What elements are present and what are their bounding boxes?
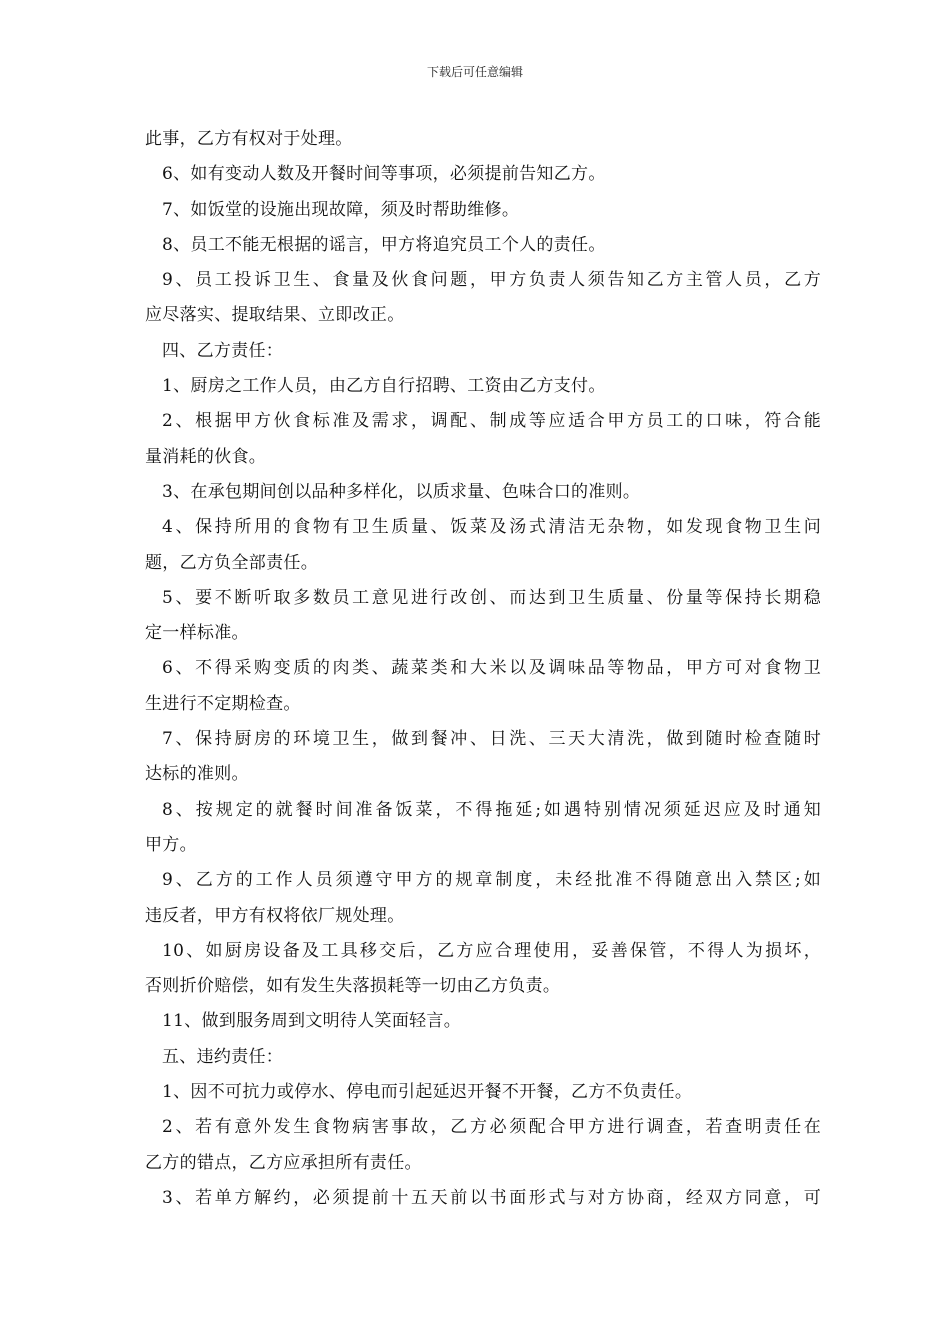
- text-line: 6、不得采购变质的肉类、蔬菜类和大米以及调味品等物品，甲方可对食物卫: [162, 658, 821, 679]
- text-line: 5、要不断听取多数员工意见进行改创、而达到卫生质量、份量等保持长期稳: [162, 587, 821, 608]
- text-line: 8、按规定的就餐时间准备饭菜，不得拖延;如遇特别情况须延迟应及时通知: [162, 799, 821, 820]
- text-line: 2、若有意外发生食物病害事故，乙方必须配合甲方进行调查，若查明责任在: [162, 1117, 821, 1138]
- text-line: 违反者，甲方有权将依厂规处理。: [145, 905, 405, 926]
- text-line: 11、做到服务周到文明待人笑面轻言。: [162, 1011, 462, 1032]
- text-line: 7、保持厨房的环境卫生，做到餐冲、日洗、三天大清洗，做到随时检查随时: [162, 729, 821, 750]
- text-line: 8、员工不能无根据的谣言，甲方将追究员工个人的责任。: [162, 234, 606, 255]
- text-line: 3、在承包期间创以品种多样化，以质求量、色味合口的准则。: [162, 481, 641, 502]
- text-line: 10、如厨房设备及工具移交后，乙方应合理使用，妥善保管，不得人为损坏，: [162, 940, 821, 961]
- text-line: 此事，乙方有权对于处理。: [145, 129, 353, 149]
- text-line: 9、员工投诉卫生、食量及伙食问题，甲方负责人须告知乙方主管人员，乙方: [162, 270, 821, 291]
- text-line: 甲方。: [145, 834, 197, 855]
- page-header: 下载后可任意编辑: [426, 65, 523, 79]
- text-line: 否则折价赔偿，如有发生失落损耗等一切由乙方负责。: [145, 976, 561, 997]
- text-line: 9、乙方的工作人员须遵守甲方的规章制度，未经批准不得随意出入禁区;如: [162, 870, 821, 891]
- text-line: 乙方的错点，乙方应承担所有责任。: [145, 1152, 422, 1173]
- text-line: 4、保持所用的食物有卫生质量、饭菜及汤式清洁无杂物，如发现食物卫生问: [162, 517, 821, 538]
- text-line: 6、如有变动人数及开餐时间等事项，必须提前告知乙方。: [162, 164, 606, 185]
- section-heading: 五、违约责任：: [162, 1046, 284, 1067]
- document-body: [145, 122, 821, 1216]
- section-heading: 四、乙方责任：: [162, 340, 284, 361]
- text-line: 1、厨房之工作人员，由乙方自行招聘、工资由乙方支付。: [162, 376, 606, 397]
- text-line: 定一样标准。: [145, 623, 249, 644]
- text-line: 量消耗的伙食。: [145, 446, 267, 467]
- text-line: 1、因不可抗力或停水、停电而引起延迟开餐不开餐，乙方不负责任。: [162, 1082, 693, 1103]
- text-line: 7、如饭堂的设施出现故障，须及时帮助维修。: [162, 199, 520, 220]
- text-line: 3、若单方解约，必须提前十五天前以书面形式与对方协商，经双方同意，可: [162, 1187, 821, 1208]
- text-line: 2、根据甲方伙食标准及需求，调配、制成等应适合甲方员工的口味，符合能: [162, 411, 821, 432]
- text-line: 题，乙方负全部责任。: [145, 552, 318, 573]
- text-line: 生进行不定期检查。: [145, 693, 301, 714]
- text-line: 达标的准则。: [145, 764, 249, 785]
- text-line: 应尽落实、提取结果、立即改正。: [145, 305, 405, 326]
